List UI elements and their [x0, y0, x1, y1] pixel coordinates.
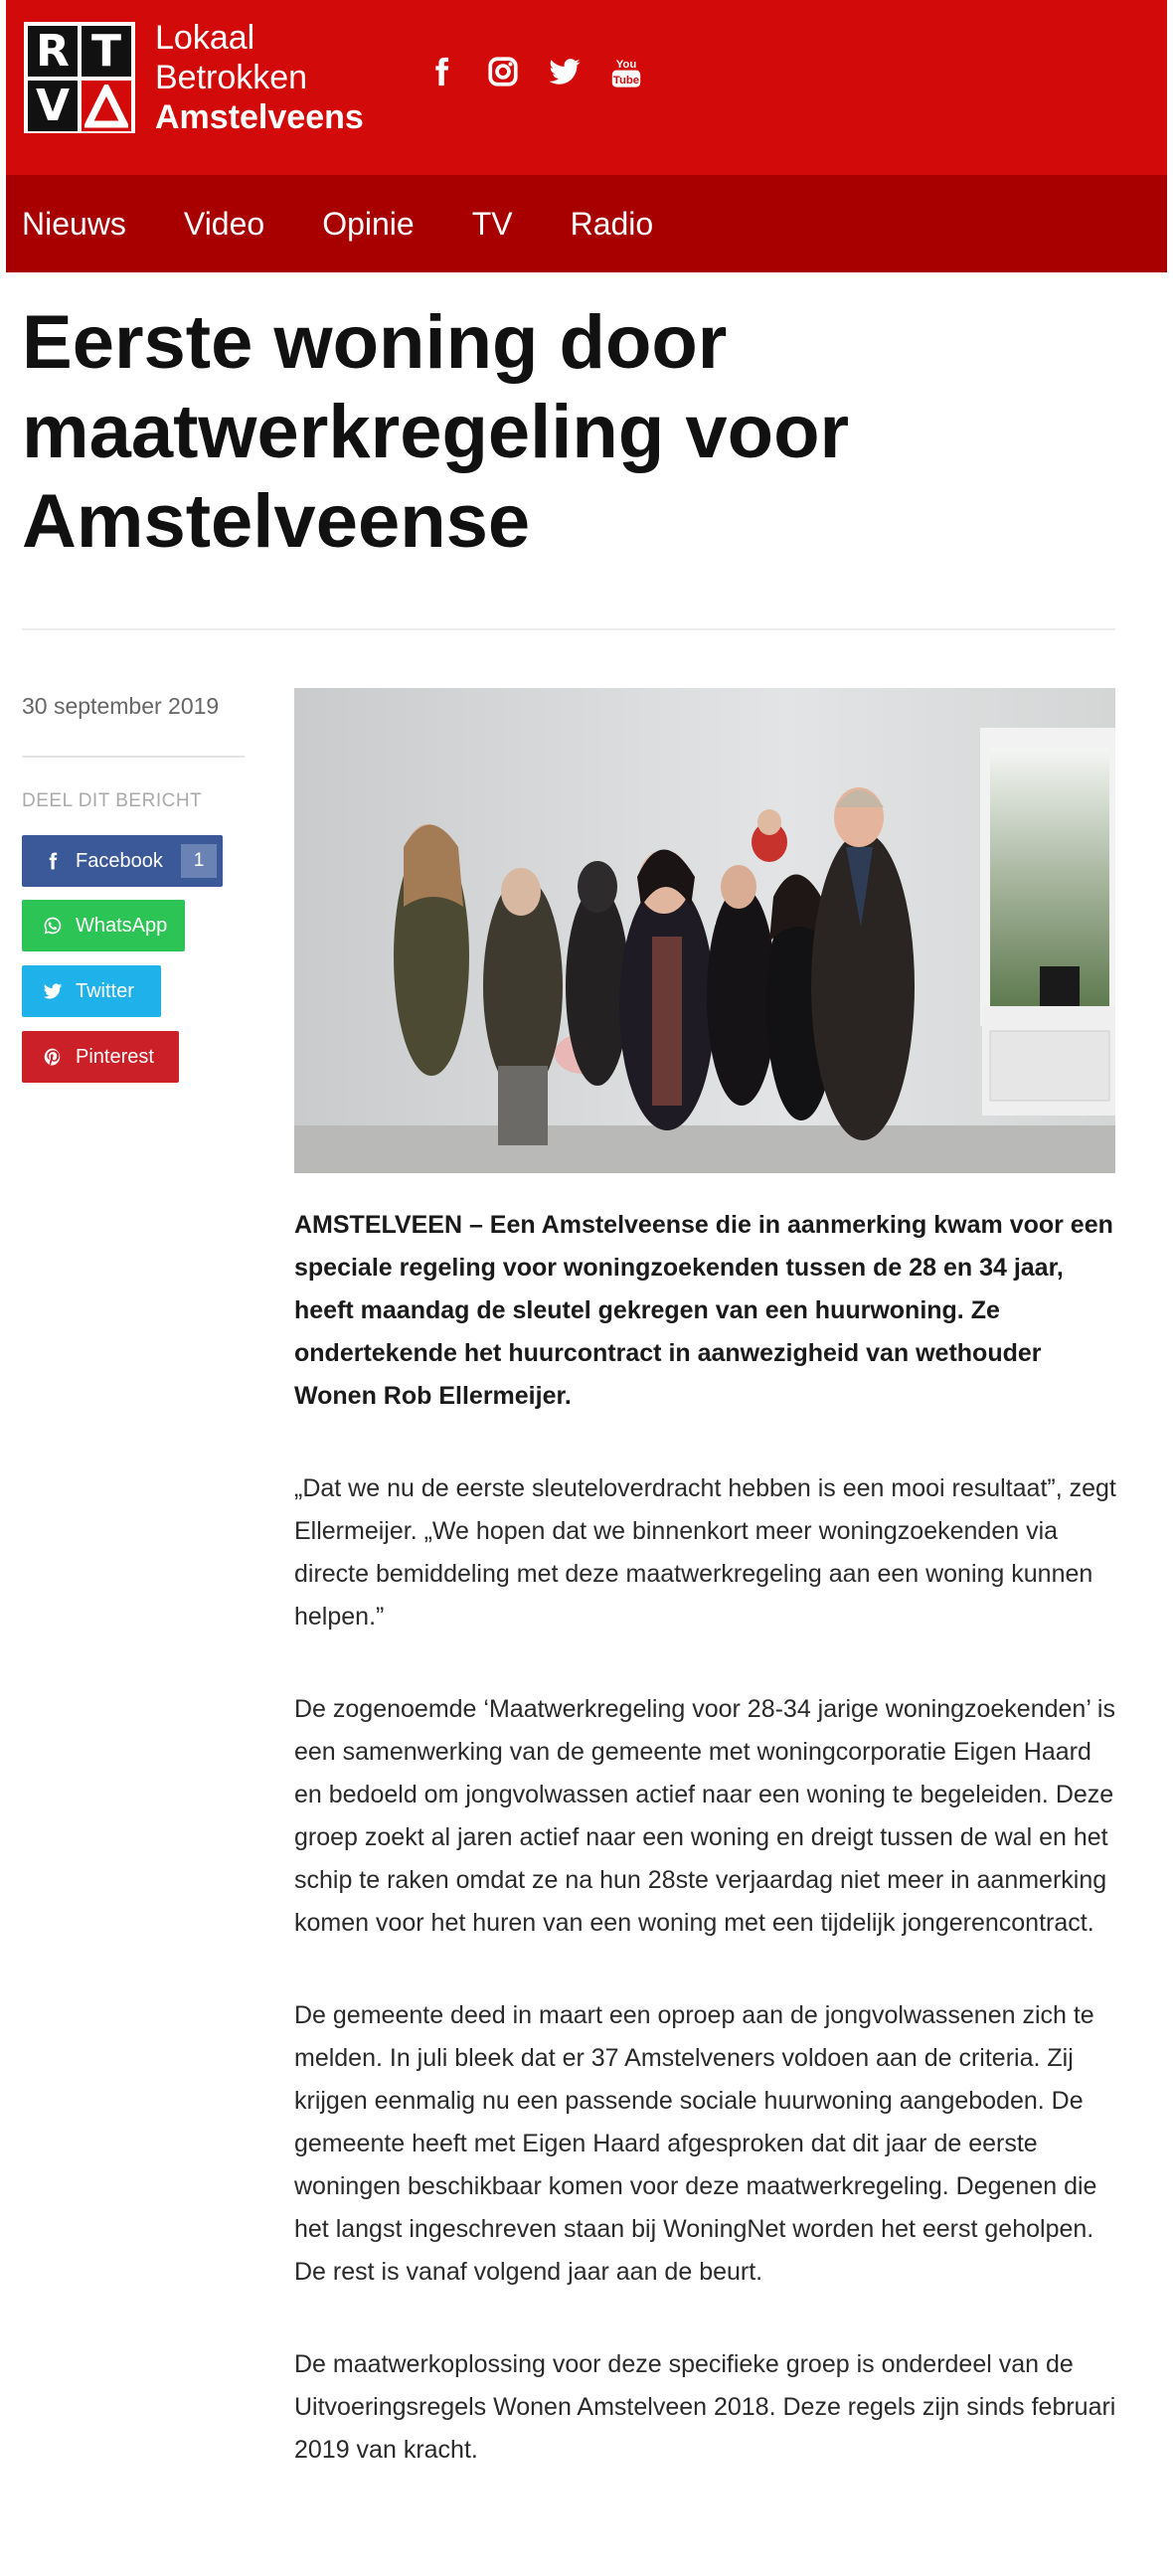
nav-item-opinie[interactable]: Opinie	[322, 205, 415, 242]
title-divider	[22, 628, 1115, 630]
logo-mark	[24, 22, 135, 133]
logo-letter: R	[28, 26, 78, 77]
share-count-badge: 1	[181, 844, 217, 878]
share-whatsapp-label: WhatsApp	[76, 914, 168, 937]
share-pinterest-button[interactable]	[22, 1031, 179, 1083]
logo-triangle-icon	[84, 85, 128, 128]
logo-letter: V	[28, 81, 78, 131]
whatsapp-icon	[42, 916, 64, 936]
share-facebook-label: Facebook	[76, 849, 163, 872]
site-logo[interactable]	[24, 18, 364, 137]
svg-text:You: You	[615, 58, 637, 71]
main-nav	[6, 175, 1167, 272]
logo-line: Amstelveens	[155, 98, 364, 136]
share-label: DEEL DIT BERICHT	[22, 790, 203, 811]
svg-text:Tube: Tube	[612, 75, 640, 87]
share-twitter-button[interactable]	[22, 965, 161, 1017]
article-body	[294, 1204, 1119, 2521]
sidebar-divider	[22, 756, 245, 758]
nav-item-radio[interactable]: Radio	[570, 205, 654, 242]
article-paragraph: De gemeente deed in maart een oproep aan de jongvolwassenen zich te melden. In juli bleek dat er 37 Amstelveners voldoen aan de criteria. Zij krijgen eenmalig nu een passende sociale huurwoning aangeboden. De gemeente heeft met Eigen Haard afgesproken dat dit jaar de eerste woningen beschikbaar komen voor deze maatwerkregeling. Degenen die het langst ingeschreven staan bij WoningNet worden het eerst geholpen. De rest is vanaf volgend jaar aan de beurt.	[294, 2001, 1097, 2286]
group-photo-illustration	[294, 688, 1115, 1173]
pinterest-icon	[42, 1047, 64, 1067]
logo-letter: T	[82, 26, 131, 77]
article-date: 30 september 2019	[22, 693, 220, 719]
share-pinterest-label: Pinterest	[76, 1045, 154, 1068]
article-title: Eerste woning door maatwerkregeling voor Amstelveense	[22, 300, 850, 564]
nav-item-nieuws[interactable]: Nieuws	[22, 205, 126, 242]
site-header	[6, 0, 1167, 175]
logo-letter	[82, 81, 131, 131]
facebook-icon	[42, 851, 64, 871]
social-links	[423, 54, 644, 89]
instagram-icon[interactable]	[485, 54, 521, 89]
article-paragraph: De maatwerkoplossing voor deze specifieke groep is onderdeel van de Uitvoeringsregels Wonen Amstelveen 2018. Deze regels zijn sinds februari 2019 van kracht.	[294, 2350, 1116, 2464]
logo-wordmark	[155, 18, 364, 137]
twitter-icon	[42, 981, 64, 1001]
share-facebook-button[interactable]	[22, 835, 223, 887]
article-paragraph: „Dat we nu de eerste sleuteloverdracht hebben is een mooi resultaat”, zegt Ellermeijer. „We hopen dat we binnenkort meer woningzoekenden via directe bemiddeling met deze maatwerkregeling aan een woning kunnen helpen.”	[294, 1474, 1116, 1631]
nav-item-tv[interactable]: TV	[471, 205, 513, 242]
share-twitter-label: Twitter	[76, 979, 134, 1002]
twitter-icon[interactable]	[547, 54, 583, 89]
article-lead: AMSTELVEEN – Een Amstelveense die in aanmerking kwam voor een speciale regeling voor woningzoekenden tussen de 28 en 34 jaar, heeft maandag de sleutel gekregen van een huurwoning. Ze ondertekende het huurcontract in aanwezigheid van wethouder Wonen Rob Ellermeijer.	[294, 1211, 1113, 1410]
facebook-icon[interactable]	[423, 54, 459, 89]
logo-line: Betrokken	[155, 59, 308, 96]
article-paragraph: De zogenoemde ‘Maatwerkregeling voor 28-34 jarige woningzoekenden’ is een samenwerking van de gemeente met woningcorporatie Eigen Haard en bedoeld om jongvolwassen actief naar een woning te begeleiden. Deze groep zoekt al jaren actief naar een woning en dreigt tussen de wal en het schip te raken omdat ze na hun 28ste verjaardag niet meer in aanmerking komen voor het huren van een woning met een tijdelijk jongerencontract.	[294, 1695, 1115, 1937]
nav-item-video[interactable]: Video	[183, 205, 265, 242]
share-whatsapp-button[interactable]	[22, 900, 185, 951]
youtube-icon[interactable]	[608, 54, 644, 89]
logo-line: Lokaal	[155, 19, 255, 57]
article-photo	[294, 688, 1115, 1173]
